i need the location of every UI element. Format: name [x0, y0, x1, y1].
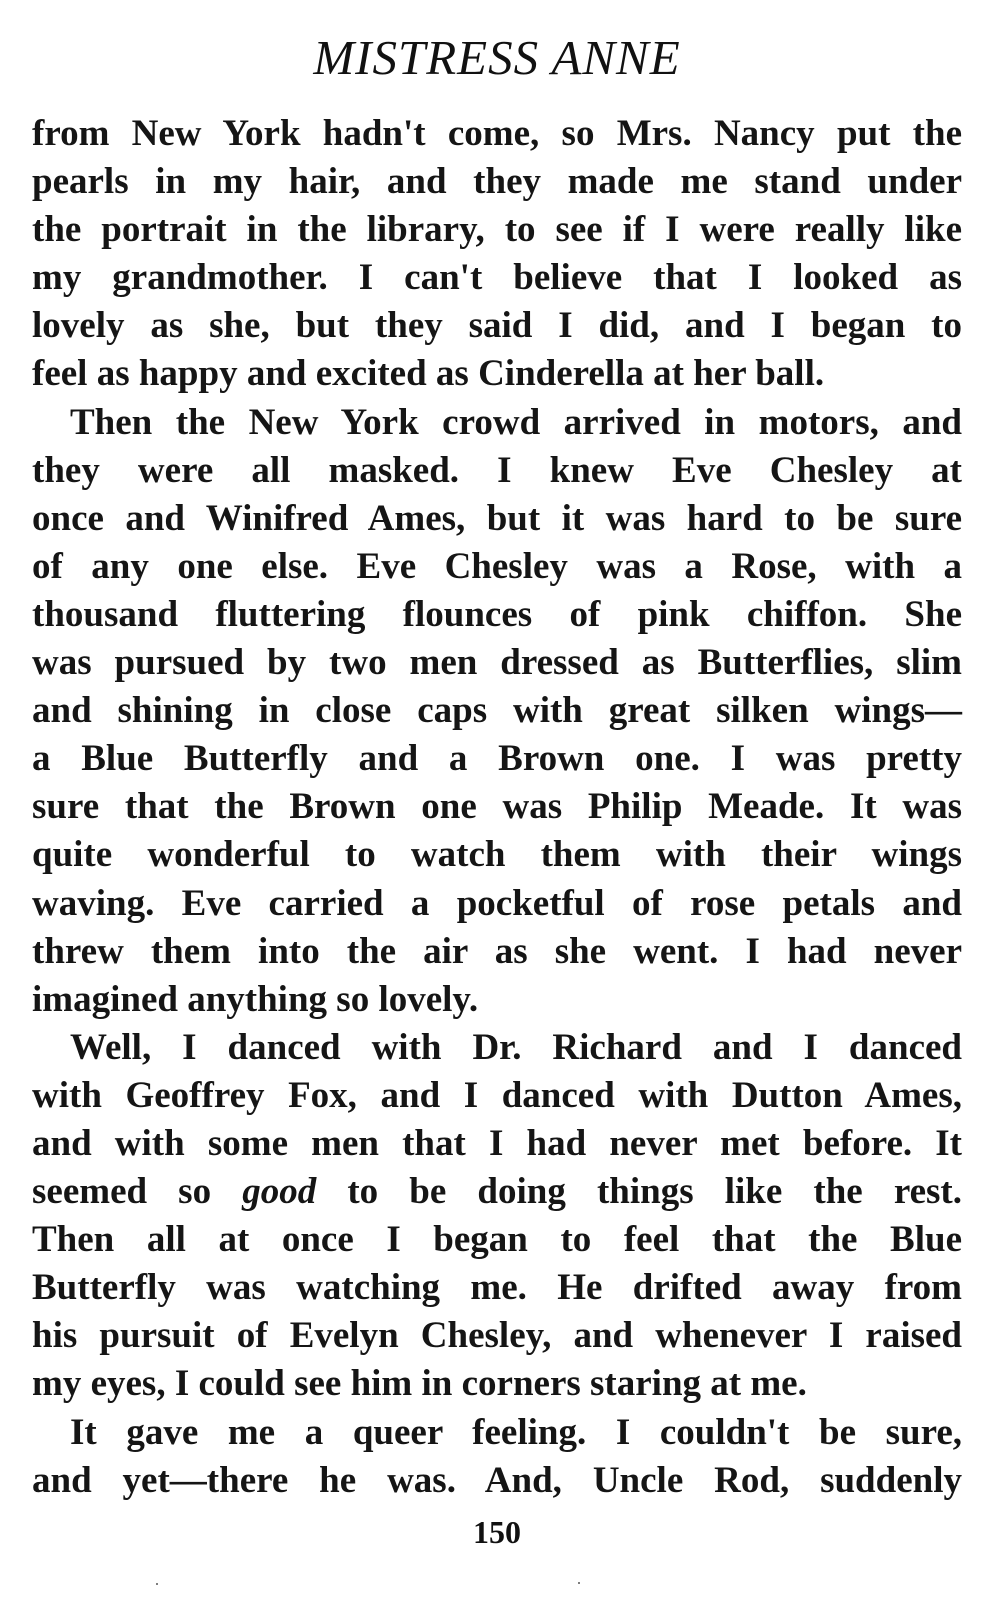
text-fragment: to be doing things like the rest. — [316, 1171, 962, 1213]
text-line: the portrait in the library, to see if I were really like — [32, 209, 962, 251]
italic-word: good — [242, 1171, 317, 1213]
text-line: my eyes, I could see him in corners staring at me. — [32, 1363, 807, 1405]
text-line: was pursued by two men dressed as Butterflies, slim — [32, 642, 962, 684]
text-line: Well, I danced with Dr. Richard and I danced — [70, 1026, 962, 1068]
text-line: and shining in close caps with great silken wings— — [32, 690, 962, 732]
text-line: my grandmother. I can't believe that I looked as — [32, 257, 962, 299]
text-line: waving. Eve carried a pocketful of rose petals and — [32, 882, 962, 924]
text-line: lovely as she, but they said I did, and I began to — [32, 305, 962, 347]
page-number: 150 — [473, 1514, 521, 1550]
running-head: MISTRESS ANNE — [313, 30, 681, 85]
text-line: Butterfly was watching me. He drifted away from — [32, 1267, 962, 1309]
text-line-with-italic — [32, 1168, 962, 1216]
text-line: pearls in my hair, and they made me stand under — [32, 161, 962, 203]
text-line: from New York hadn't come, so Mrs. Nancy put the — [32, 113, 962, 154]
text-line: a Blue Butterfly and a Brown one. I was pretty — [32, 738, 962, 780]
text-line: threw them into the air as she went. I had never — [32, 930, 962, 972]
text-line: Then all at once I began to feel that the Blue — [32, 1219, 962, 1261]
paper-speck — [156, 1583, 158, 1585]
text-line: his pursuit of Evelyn Chesley, and whenever I raised — [32, 1315, 962, 1357]
text-line: Then the New York crowd arrived in motors, and — [70, 401, 962, 443]
text-line: feel as happy and excited as Cinderella at her ball. — [32, 353, 825, 395]
text-line: It gave me a queer feeling. I couldn't be sure, — [70, 1411, 962, 1453]
text-line: thousand fluttering flounces of pink chiffon. She — [32, 593, 962, 635]
text-line: sure that the Brown one was Philip Meade. It was — [32, 786, 962, 828]
paper-speck — [578, 1582, 580, 1584]
text-line: once and Winifred Ames, but it was hard to be sure — [32, 497, 962, 539]
book-page — [32, 0, 962, 1603]
text-line: and yet—there he was. And, Uncle Rod, suddenly — [32, 1459, 962, 1501]
text-line: of any one else. Eve Chesley was a Rose, with a — [32, 545, 962, 587]
text-line: and with some men that I had never met before. It — [32, 1122, 962, 1164]
text-line: imagined anything so lovely. — [32, 978, 479, 1020]
text-fragment: seemed so — [32, 1171, 243, 1213]
text-line: quite wonderful to watch them with their wings — [32, 834, 962, 876]
body-text — [32, 110, 962, 1505]
text-line: with Geoffrey Fox, and I danced with Dutton Ames, — [32, 1074, 962, 1116]
text-line: they were all masked. I knew Eve Chesley at — [32, 449, 962, 491]
